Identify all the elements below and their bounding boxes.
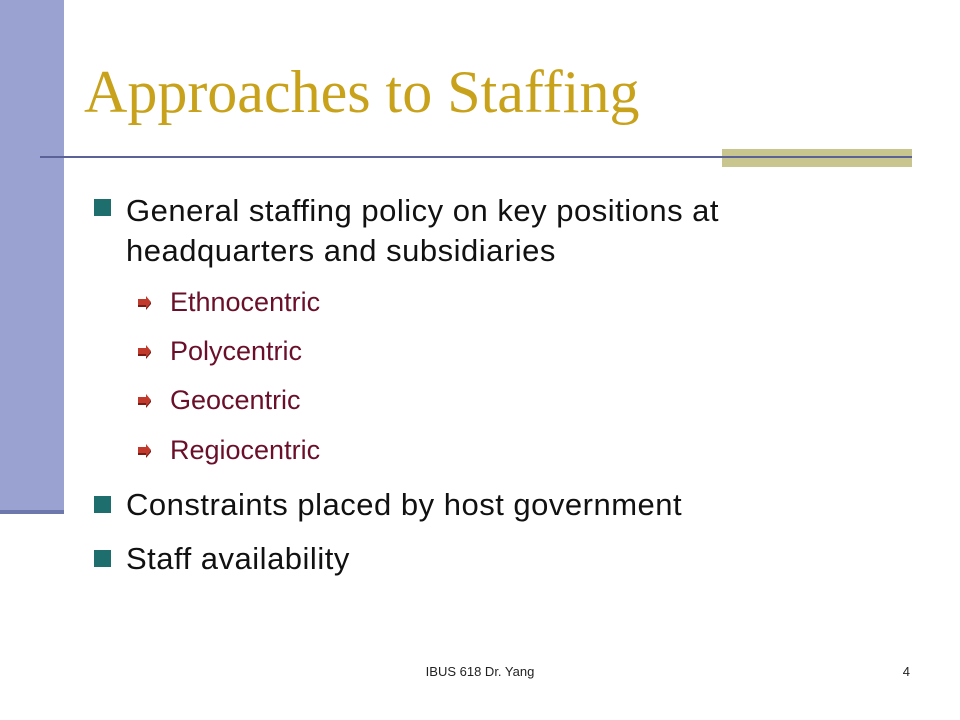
footer-text: IBUS 618 Dr. Yang bbox=[425, 664, 535, 679]
bullet-text-line1: General staffing policy on key positions at bbox=[126, 193, 720, 228]
square-bullet-icon bbox=[94, 496, 111, 513]
arrow-bullet-icon bbox=[136, 393, 152, 409]
slide-title: Approaches to Staffing bbox=[84, 59, 640, 125]
sub-bullet-text: Polycentric bbox=[170, 336, 303, 366]
page-number: 4 bbox=[902, 664, 910, 679]
arrow-bullet-icon bbox=[136, 295, 152, 311]
sub-bullet-text: Ethnocentric bbox=[170, 287, 321, 317]
bullet-text-line2: headquarters and subsidiaries bbox=[126, 233, 556, 268]
square-bullet-icon bbox=[94, 550, 111, 567]
arrow-bullet-icon bbox=[136, 344, 152, 360]
sub-bullet-text: Regiocentric bbox=[170, 435, 321, 465]
bullet-text: Constraints placed by host government bbox=[126, 487, 683, 522]
square-bullet-icon bbox=[94, 199, 111, 216]
sub-bullet-text: Geocentric bbox=[170, 385, 301, 415]
arrow-bullet-icon bbox=[136, 443, 152, 459]
bullet-text: Staff availability bbox=[126, 541, 350, 576]
